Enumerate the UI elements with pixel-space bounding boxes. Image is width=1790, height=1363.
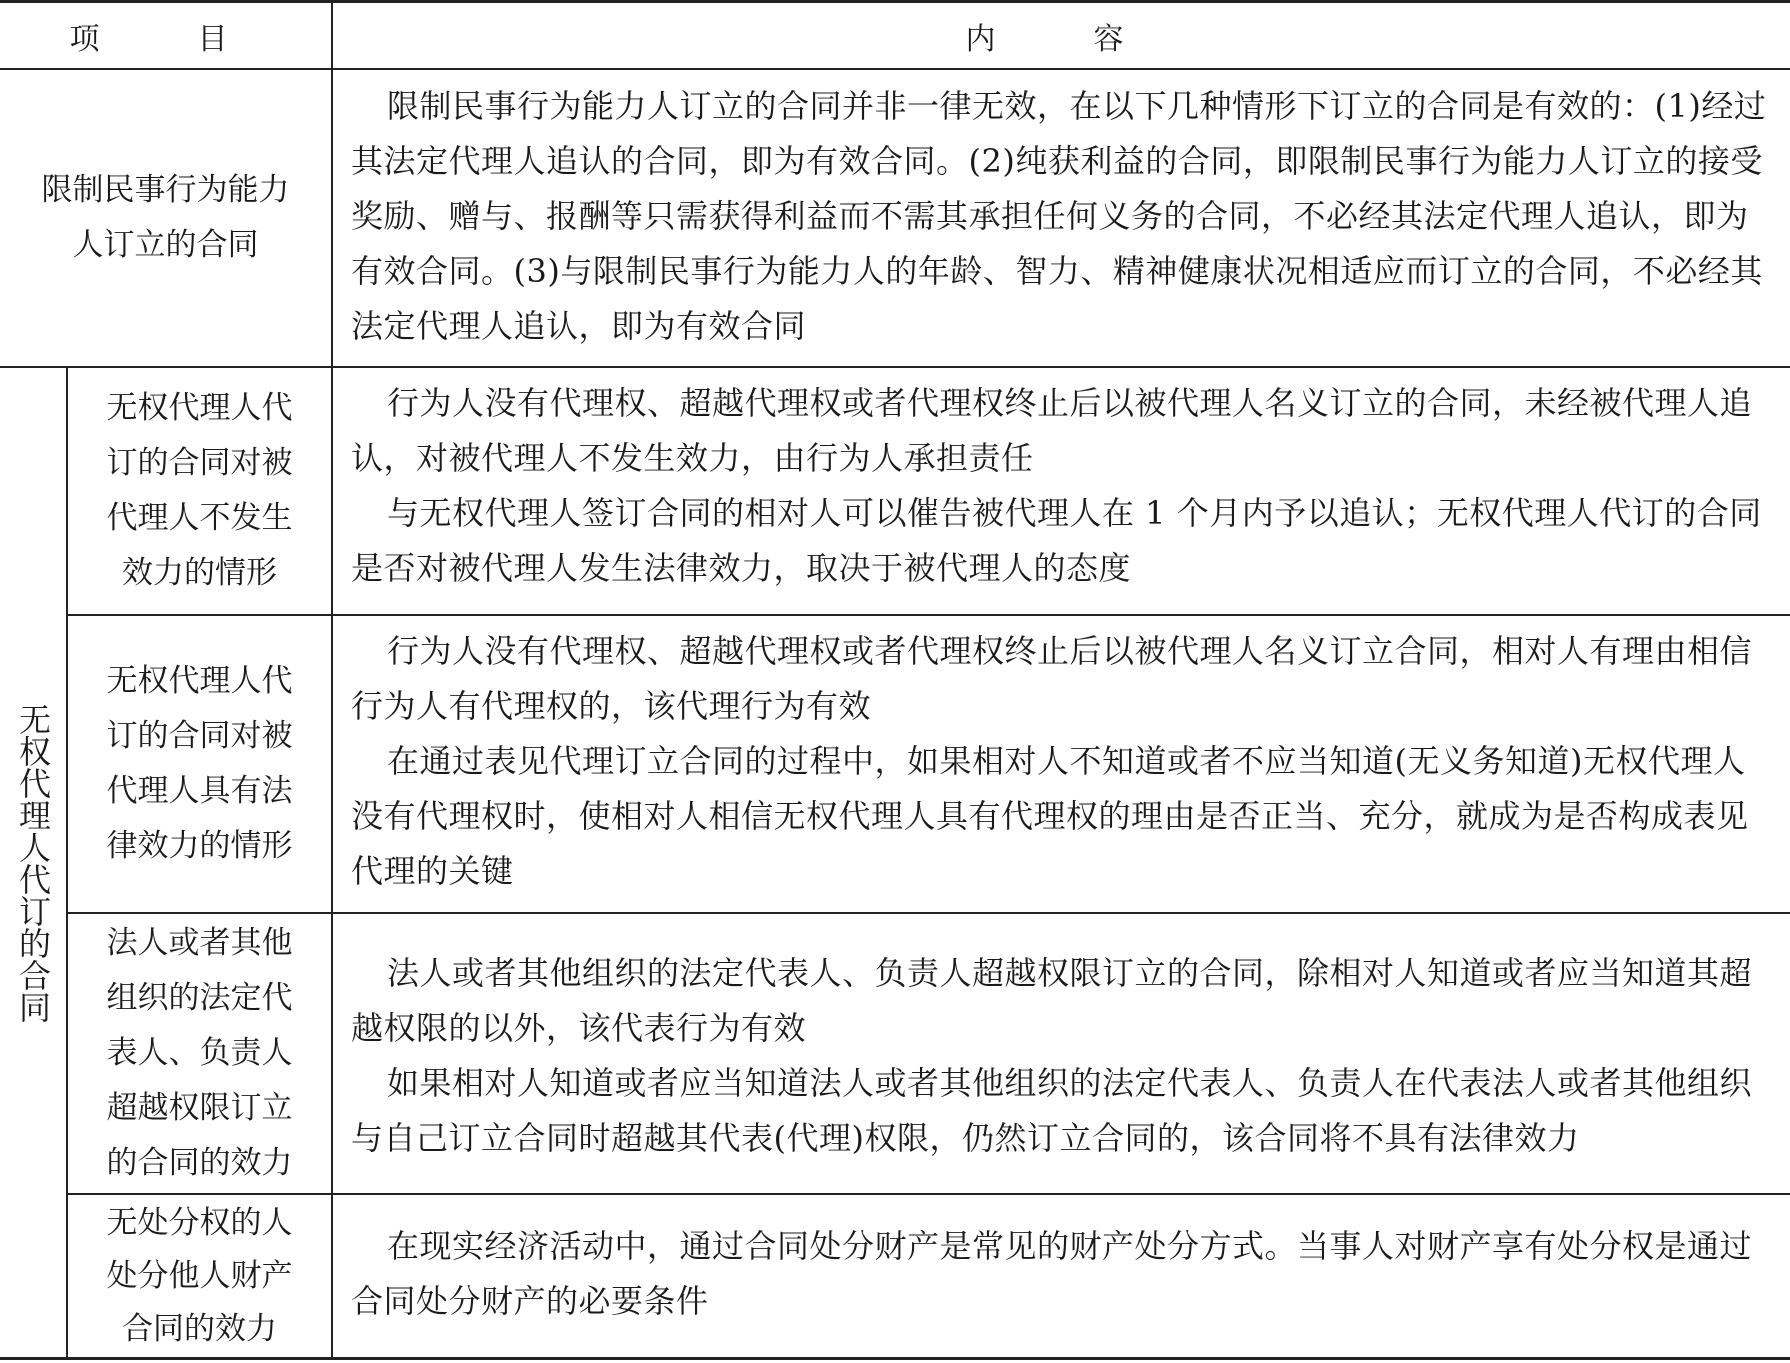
row1-content-cell <box>333 70 1790 366</box>
row2-label-cell <box>68 368 331 614</box>
row3-para1: 行为人没有代理权、超越代理权或者代理权终止后以被代理人名义订立合同，相对人有理由相信行为人有代理权的，该代理行为有效 <box>351 632 1753 725</box>
row1-content: 限制民事行为能力人订立的合同并非一律无效，在以下几种情形下订立的合同是有效的：(1)经过其法定代理人追认的合同，即为有效合同。(2)纯获利益的合同，即限制民事行为能力人订立的接受奖励、赠与、报酬等只需获得利益而不需其承担任何义务的合同，不必经其法定代理人追认，即为有效合同。(3)与限制民事行为能力人的年龄、智力、精神健康状况相适应而订立的合同，不必经其法定代理人追认，即为有效合同 <box>351 87 1767 345</box>
header-item-label: 项 目 <box>69 21 262 57</box>
bottom-border <box>0 1357 1790 1360</box>
row2-para2: 与无权代理人签订合同的相对人可以催告被代理人在 1 个月内予以追认；无权代理人代订的合同是否对被代理人发生法律效力，取决于被代理人的态度 <box>351 494 1762 587</box>
group-label: 无权代理人代订的合同 <box>14 702 52 1023</box>
row2-content-cell <box>333 368 1790 614</box>
group-label-cell <box>0 368 66 1357</box>
row2-para1: 行为人没有代理权、超越代理权或者代理权终止后以被代理人名义订立的合同，未经被代理人追认，对被代理人不发生效力，由行为人承担责任 <box>351 384 1753 477</box>
row5-content-cell <box>333 1195 1790 1357</box>
row4-para1: 法人或者其他组织的法定代表人、负责人超越权限订立的合同，除相对人知道或者应当知道其超越权限的以外，该代表行为有效 <box>351 954 1753 1047</box>
header-content-label: 内 容 <box>965 21 1158 57</box>
row2-label: 无权代理人代订的合同对被代理人不发生效力的情形 <box>106 390 293 591</box>
row3-label: 无权代理人代订的合同对被代理人具有法律效力的情形 <box>106 663 293 864</box>
row5-content: 在现实经济活动中，通过合同处分财产是常见的财产处分方式。当事人对财产享有处分权是通过合同处分财产的必要条件 <box>351 1227 1753 1320</box>
row3-label-cell <box>68 616 331 912</box>
header-content-cell <box>333 3 1790 68</box>
row1-label-cell <box>0 70 331 366</box>
row3-content-cell <box>333 616 1790 912</box>
row5-label-cell <box>68 1195 331 1357</box>
row4-content-cell <box>333 914 1790 1193</box>
row5-label: 无处分权的人处分他人财产合同的效力 <box>106 1204 293 1347</box>
row1-label: 限制民事行为能力人订立的合同 <box>41 172 290 263</box>
row4-para2: 如果相对人知道或者应当知道法人或者其他组织的法定代表人、负责人在代表法人或者其他组织与自己订立合同时超越其代表(代理)权限，仍然订立合同的，该合同将不具有法律效力 <box>351 1064 1753 1157</box>
row4-label-cell <box>68 914 331 1193</box>
header-item-cell <box>0 3 331 68</box>
row3-para2: 在通过表见代理订立合同的过程中，如果相对人不知道或者不应当知道(无义务知道)无权代理人没有代理权时，使相对人相信无权代理人具有代理权的理由是否正当、充分，就成为是否构成表见代理的关键 <box>351 742 1749 890</box>
row4-label: 法人或者其他组织的法定代表人、负责人超越权限订立的合同的效力 <box>106 925 293 1181</box>
